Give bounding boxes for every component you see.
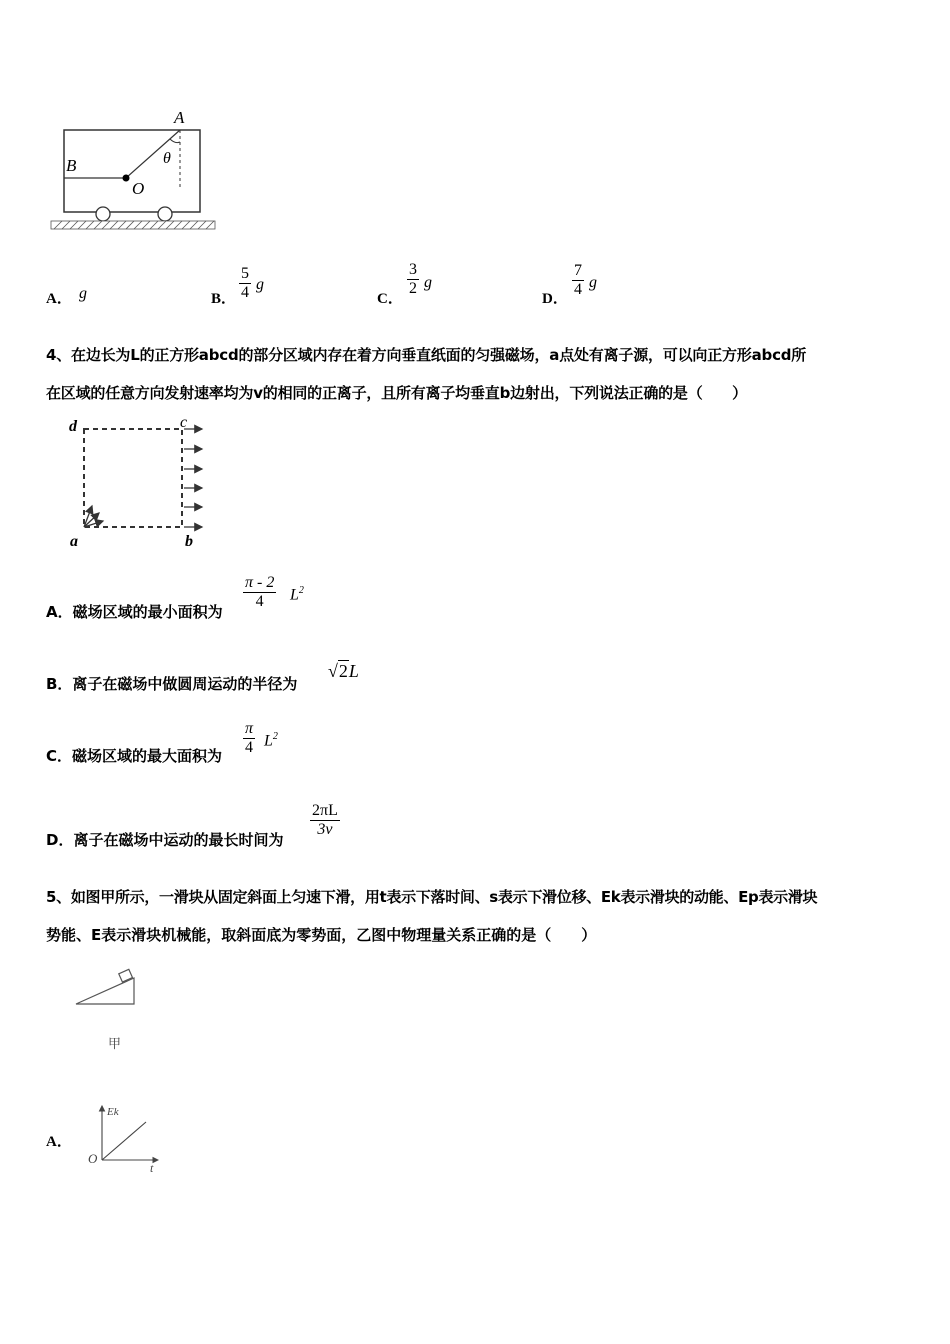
incline-figure — [72, 966, 142, 1008]
q3-option-A-value: g — [79, 285, 87, 302]
q5-option-A-graph — [86, 1100, 166, 1178]
q3-option-B-g: g — [256, 276, 264, 293]
label-a: a — [70, 533, 78, 550]
q3-option-D-g: g — [589, 274, 597, 291]
q5-option-A-letter[interactable]: A． — [46, 1134, 72, 1150]
figure-caption-jia: 甲 — [108, 1037, 122, 1052]
q4-option-D-fraction: 2πL 3v — [312, 802, 338, 838]
q4-option-C-fraction: π 4 — [245, 720, 254, 756]
y-axis-label: Ek — [107, 1106, 119, 1118]
q5-stem-line2: 势能、E表示滑块机械能，取斜面底为零势面，乙图中物理量关系正确的是（ ） — [46, 926, 597, 944]
square-field-figure — [62, 414, 212, 554]
label-c: c — [180, 414, 188, 431]
square-abcd — [84, 429, 182, 527]
theta-arc — [170, 139, 180, 143]
label-A: A — [174, 108, 185, 127]
point-O — [123, 175, 130, 182]
q3-option-C-letter[interactable]: C． — [377, 291, 403, 307]
label-B: B — [66, 156, 77, 175]
q3-option-C-g: g — [424, 274, 432, 291]
q4-option-B-text: B．离子在磁场中做圆周运动的半径为 — [46, 675, 298, 693]
q3-option-C-fraction: 3 2 — [409, 261, 417, 297]
q3-option-B-letter[interactable]: B． — [211, 291, 237, 307]
label-b: b — [185, 533, 193, 550]
q3-option-D-fraction: 7 4 — [574, 262, 582, 298]
q4-option-C-text: C．磁场区域的最大面积为 — [46, 747, 223, 765]
q5-stem-line1: 5、如图甲所示，一滑块从固定斜面上匀速下滑，用t表示下落时间、s表示下滑位移、Ek表示滑块的动能、Ep表示滑块 — [46, 888, 818, 906]
q4-option-A-text: A．磁场区域的最小面积为 — [46, 603, 223, 621]
label-O: O — [132, 179, 145, 198]
cart-pendulum-figure — [48, 106, 218, 234]
q4-stem-line1: 4、在边长为L的正方形abcd的部分区域内存在着方向垂直纸面的匀强磁场，a点处有离子源，可以向正方形abcd所 — [46, 346, 807, 364]
q4-stem-line2: 在区域的任意方向发射速率均为v的相同的正离子，且所有离子均垂直b边射出，下列说法正确的是（ ） — [46, 384, 747, 402]
q4-option-A-fraction: π - 2 4 — [245, 574, 275, 610]
q3-option-B-fraction: 5 4 — [241, 265, 249, 301]
ek-line — [102, 1122, 146, 1160]
origin-label: O — [88, 1151, 98, 1166]
string-OA — [126, 130, 180, 178]
label-theta: θ — [163, 150, 171, 167]
x-axis-label: t — [150, 1161, 154, 1175]
q4-option-B-sqrt: √2L — [328, 661, 359, 681]
q3-option-D-letter[interactable]: D． — [542, 291, 568, 307]
q4-option-D-text: D．离子在磁场中运动的最长时间为 — [46, 831, 284, 849]
incline — [76, 978, 134, 1004]
wheel-left — [96, 207, 110, 221]
label-d: d — [69, 418, 77, 435]
wheel-right — [158, 207, 172, 221]
q4-option-C-L: $L^2$ — [264, 731, 278, 750]
q4-option-A-L: $L^2$ — [290, 585, 304, 604]
q3-option-A-letter[interactable]: A． — [46, 291, 72, 307]
